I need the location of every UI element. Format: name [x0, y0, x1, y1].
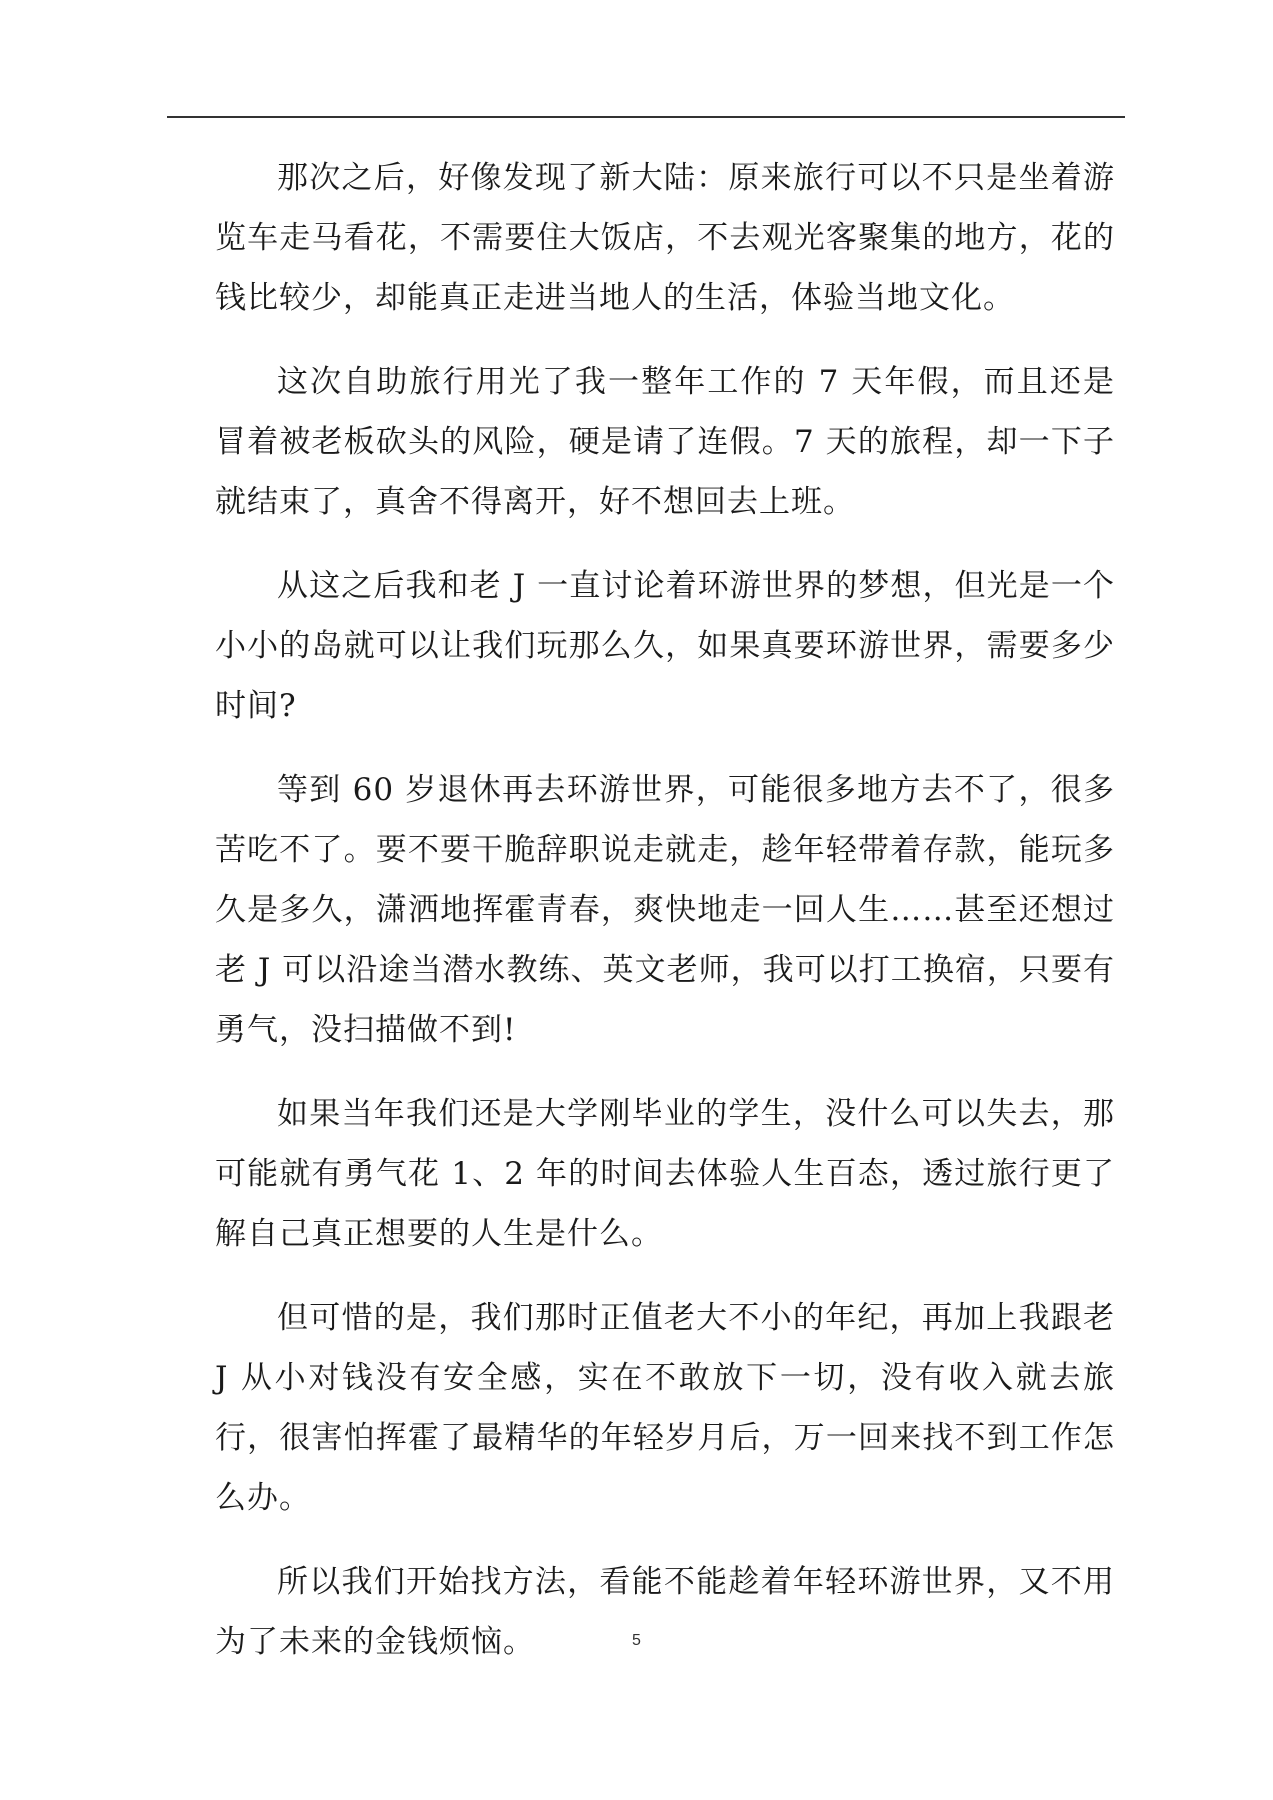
paragraph-7: 所以我们开始找方法，看能不能趁着年轻环游世界，又不用为了未来的金钱烦恼。: [215, 1564, 1115, 1660]
page-body: [215, 148, 1115, 1696]
page-number: 5: [632, 1632, 641, 1649]
paragraph-1: 那次之后，好像发现了新大陆：原来旅行可以不只是坐着游览车走马看花，不需要住大饭店，不去观光客聚集的地方，花的钱比较少，却能真正走进当地人的生活，体验当地文化。: [215, 160, 1115, 316]
paragraph-4: 等到 60 岁退休再去环游世界，可能很多地方去不了，很多苦吃不了。要不要干脆辞职说走就走，趁年轻带着存款，能玩多久是多久，潇洒地挥霍青春，爽快地走一回人生……甚至还想过老 J 可以沿途当潜水教练、英文老师，我可以打工换宿，只要有勇气，没扫描做不到!: [215, 772, 1115, 1048]
paragraph-3: 从这之后我和老 J 一直讨论着环游世界的梦想，但光是一个小小的岛就可以让我们玩那么久，如果真要环游世界，需要多少时间?: [215, 568, 1115, 724]
paragraph-5: 如果当年我们还是大学刚毕业的学生，没什么可以失去，那可能就有勇气花 1、2 年的时间去体验人生百态，透过旅行更了解自己真正想要的人生是什么。: [215, 1096, 1115, 1252]
paragraph-2: 这次自助旅行用光了我一整年工作的 7 天年假，而且还是冒着被老板砍头的风险，硬是请了连假。7 天的旅程，却一下子就结束了，真舍不得离开，好不想回去上班。: [215, 364, 1115, 520]
paragraph-6: 但可惜的是，我们那时正值老大不小的年纪，再加上我跟老 J 从小对钱没有安全感，实在不敢放下一切，没有收入就去旅行，很害怕挥霍了最精华的年轻岁月后，万一回来找不到工作怎么办。: [215, 1300, 1115, 1516]
header-rule: [167, 116, 1125, 118]
